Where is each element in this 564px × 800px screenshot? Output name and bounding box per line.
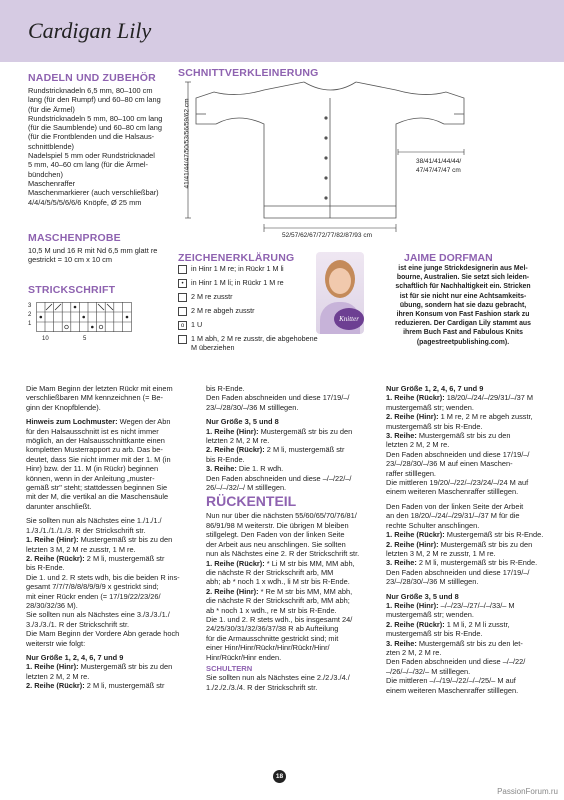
text-run: Sie sollten nun als Nächstes eine 2./2./3./4./ [206, 673, 350, 683]
text-run: Mustergemäß str bis zu den [78, 535, 173, 545]
text-line [206, 596, 374, 605]
gauge-line: gestrickt = 10 cm x 10 cm [28, 255, 112, 265]
text-line [26, 653, 196, 662]
legend-text: 2 M re zusstr [191, 292, 233, 301]
text-run: Die Mam Beginn der letzten Rückr mit einem [26, 384, 173, 393]
text-run: für den Halsausschnitt ist es nicht immer [26, 426, 159, 436]
text-run: ab * noch 1 x wdh., re M str bis R-Ende. [206, 605, 337, 615]
text-run: 1./3./1./1./1./3. R der Strickschrift str. [26, 525, 146, 535]
bold-run: Hinweis zum Lochmuster: [26, 417, 118, 427]
text-line [26, 526, 196, 535]
bold-run: 3. Reihe: [386, 558, 417, 568]
text-run: 18/20/–/24/–/29/31/–/37 M [444, 393, 534, 403]
text-line [206, 653, 374, 662]
knitter-badge: Knitter [334, 308, 364, 330]
text-run: gemäß str" steht; stattdessen beginnen Sie [26, 483, 168, 493]
chart-row-label: 1 [28, 321, 32, 327]
text-run: Den Faden abschneiden und diese 17/19/–/ [386, 567, 530, 577]
text-run: Hinr/Rückr/Hinr enden. [206, 652, 282, 662]
text-line [26, 492, 196, 501]
text-line [386, 639, 556, 648]
text-line [386, 601, 556, 610]
text-line [386, 558, 556, 567]
text-run: Die mittleren 19/20/–/22/–/23/24/–/24 M auf [386, 478, 529, 488]
text-run: Mustergemäß str bis zu den [438, 539, 533, 549]
text-line [26, 629, 196, 638]
text-run: ginn der Knopfblende). [26, 402, 101, 412]
text-line [26, 601, 196, 610]
legend-text: 1 M abh, 2 M re zusstr, die abgehobene M überziehen [191, 334, 318, 352]
text-run: für die Armausschnitte gestrickt sind; mit [206, 633, 339, 643]
text-line [26, 445, 196, 454]
gauge-line: 10,5 M und 16 R mit Nd 6,5 mm glatt re [28, 246, 158, 255]
text-run: letzten 3 M, 2 M re zusstr, 1 M re. [26, 544, 136, 554]
text-run: 3./3./3./1. R der Strickschrift str. [26, 619, 130, 629]
legend-symbol-icon [178, 307, 187, 316]
text-line [386, 686, 556, 695]
text-run: Den Faden von der linken Seite der Arbeit [386, 501, 524, 511]
designer-bio-line: reduzieren. Der Cardigan Lily stammt aus [395, 320, 531, 328]
bold-run: 1. Reihe (Hinr): [26, 535, 79, 545]
text-line [26, 384, 196, 393]
text-run: Mustergemäß str bis zu den [78, 662, 173, 672]
text-line [206, 511, 374, 520]
schematic-sleeve-label-1: 38/41/41/44/44/ [416, 158, 462, 165]
bold-run: 2. Reihe (Rückr): [386, 619, 445, 629]
designer-bio-line: ist für sie nicht nur eine Achtsamkeits- [399, 292, 527, 300]
gauge-section [28, 232, 178, 265]
text-line [386, 530, 556, 539]
text-line [206, 587, 374, 596]
text-line [386, 667, 556, 676]
text-run: nun als Nächstes eine 2. R der Strickschrift str. [206, 549, 360, 559]
text-line [26, 535, 196, 544]
text-line [206, 384, 374, 393]
text-line [26, 681, 196, 690]
designer-photo [316, 252, 364, 334]
text-line [26, 554, 196, 563]
legend-symbol-icon [178, 335, 187, 344]
text-line [386, 648, 556, 657]
text-run: Mustergemäß str bis zu den [416, 431, 511, 441]
section-heading: RÜCKENTEIL [206, 493, 297, 510]
legend-item [178, 279, 319, 288]
bold-run: 1. Reihe (Rückr): [206, 558, 265, 568]
designer-bio-line: ist eine junge Strickdesignerin aus Mel- [398, 265, 528, 272]
text-line [206, 683, 374, 692]
legend-item [178, 307, 319, 316]
text-line [386, 521, 556, 530]
designer-bio-line: schaftlich für Nachhaltigkeit ein. Stricken [395, 283, 531, 291]
text-line [206, 403, 374, 412]
materials-line: Maschenmarkierer (auch verschließbar) [28, 188, 159, 198]
bold-run: 1. Reihe (Hinr): [26, 662, 79, 672]
text-line [386, 384, 556, 393]
text-run: Die 1. und 2. R stets wdh., bis insgesamt 24/ [206, 614, 353, 624]
legend-heading: ZEICHENERKLÄRUNG [178, 252, 295, 264]
text-line [26, 662, 196, 671]
bold-run: Nur Größe 1, 2, 4, 6, 7 und 9 [26, 652, 124, 662]
text-run: Den Faden abschneiden und diese –/–/22/ [386, 657, 526, 667]
text-line [386, 403, 556, 412]
text-run: mustergemäß str bis R-Ende. [386, 629, 483, 639]
text-line [386, 450, 556, 459]
text-run: Den Faden abschneiden und diese 17/19/–/ [206, 393, 350, 403]
text-run: Hinr) bzw. der 11. M (in Rückr) beginnen [26, 464, 159, 474]
bold-run: 1. Reihe (Hinr): [206, 426, 259, 436]
materials-line: 5 mm, 40–60 cm lang (für die Ärmel- [28, 160, 148, 170]
text-run: 2 M li, mustergemäß str [84, 681, 165, 691]
chart-section [28, 284, 178, 348]
text-line [386, 540, 556, 549]
text-line [206, 559, 374, 568]
designer-bio-line: ihrem Buch Fast and Fabulous Knits [403, 329, 523, 337]
text-run: Nun nur über die nächsten 55/60/65/70/76/81/ [206, 511, 357, 521]
text-line [386, 657, 556, 666]
legend-symbol-icon: • [178, 279, 187, 288]
text-run: 1 M li, 2 M li zusstr, [444, 619, 510, 629]
text-line [206, 606, 374, 615]
text-line [26, 563, 196, 572]
bold-run: 2. Reihe (Rückr): [26, 553, 85, 563]
text-run: * Re M str bis MM, MM abh, [258, 586, 353, 596]
text-line [26, 436, 196, 445]
text-run: deutet, dass Sie nicht immer mit der 1. M (in [26, 454, 171, 464]
text-run: 86/91/98 M weiterstr. Die übrigen M bleiben [206, 520, 349, 530]
text-run: bis R-Ende. [26, 563, 65, 573]
text-run: die nächste R der Strickschrift arb, MM abh; [206, 596, 350, 606]
text-line [386, 629, 556, 638]
text-run: Die 1. und 2. R stets wdh, bis die beiden R ins- [26, 572, 180, 582]
text-line [386, 511, 556, 520]
text-line [26, 483, 196, 492]
text-run: 1./2./2./3./4. R der Strickschrift str. [206, 682, 318, 692]
bold-run: 3. Reihe: [386, 431, 417, 441]
bold-run: Nur Größe 3, 5 und 8 [206, 417, 279, 427]
text-line [26, 582, 196, 591]
chart-heading: STRICKSCHRIFT [28, 284, 116, 296]
text-run: 2 M li, mustergemäß str [264, 445, 345, 455]
text-run: 24/25/30/31/32/36/37/38 R ab Aufteilung [206, 624, 339, 634]
text-run: mustergemäß str; wenden. [386, 610, 474, 620]
text-line [26, 545, 196, 554]
legend-text: in Hinr 1 M re; in Rückr 1 M li [191, 264, 284, 273]
legend-symbol-icon [178, 293, 187, 302]
text-line [26, 592, 196, 601]
text-line [26, 502, 196, 511]
bold-run: 3. Reihe: [386, 638, 417, 648]
text-run: 23/–/28/30/–/36 M stilllegen. [386, 577, 479, 587]
designer-name: JAIME DORFMAN [404, 252, 493, 264]
text-line [206, 624, 374, 633]
text-line [206, 634, 374, 643]
text-run: die nächste R der Strickschrift arb, MM [206, 567, 334, 577]
designer-bio [364, 264, 562, 347]
legend-text: in Hinr 1 M li; in Rückr 1 M re [191, 278, 284, 287]
text-line [386, 577, 556, 586]
bold-run: 2. Reihe (Hinr): [206, 586, 259, 596]
text-run: mit einer Rückr enden (= 17/19/22/23/26/ [26, 591, 161, 601]
text-line [206, 568, 374, 577]
page-title: Cardigan Lily [28, 18, 152, 43]
text-run: –/–/23/–/27/–/–/33/– M [438, 600, 515, 610]
text-run: weiterstr wie folgt: [26, 638, 86, 648]
text-line [206, 521, 374, 530]
text-run: abh; ab * noch 1 x wdh., li M str bis R-Ende. [206, 577, 350, 587]
subsection-heading: SCHULTERN [206, 663, 253, 673]
text-run: darunter anschließt. [26, 501, 92, 511]
materials-line: Maschenraffer [28, 178, 76, 188]
text-line [26, 610, 196, 619]
text-line [206, 474, 374, 483]
text-run: letzten 2 M, 2 M re. [206, 436, 270, 446]
text-run: einem weiteren Maschenraffer stilllegen. [386, 487, 519, 497]
text-run: 28/30/32/36 M). [26, 600, 78, 610]
text-run: raffer stilllegen. [386, 468, 436, 478]
chart-col-label: 10 [42, 336, 49, 342]
text-run: 23/–/28/30/–/36 M auf einen Maschen- [386, 459, 513, 469]
bold-run: 1. Reihe (Rückr): [386, 393, 445, 403]
text-line [26, 620, 196, 629]
bold-run: 3. Reihe: [206, 464, 237, 474]
text-run: letzten 2 M, 2 M re. [26, 671, 90, 681]
gauge-heading: MASCHENPROBE [28, 232, 121, 244]
designer-bio-line: übung, sondern hat sie dazu gebracht, [399, 301, 527, 309]
text-run: mustergemäß str bis R-Ende. [386, 421, 483, 431]
text-run: letzten 2 M, 2 M re. [386, 440, 450, 450]
bold-run: 2. Reihe (Rückr): [206, 445, 265, 455]
text-line [26, 455, 196, 464]
materials-line: bündchen) [28, 169, 63, 179]
bold-run: Nur Größe 3, 5 und 8 [386, 591, 459, 601]
cardigan-schematic [176, 78, 516, 248]
text-line [206, 673, 374, 682]
bold-run: 2. Reihe (Hinr): [386, 412, 439, 422]
text-line [206, 577, 374, 586]
text-run: Sie sollten nun als Nächstes eine 3./3./3./1./ [26, 610, 170, 620]
chart-row-label: 2 [28, 312, 32, 318]
materials-line: Rundstricknadeln 6,5 mm, 80–100 cm [28, 86, 153, 95]
chart-col-label: 5 [83, 336, 87, 342]
text-run: Mustergemäß str bis zu den let- [416, 638, 523, 648]
text-line [206, 615, 374, 624]
text-line [206, 417, 374, 426]
schematic-width-label: 52/57/62/67/72/77/82/87/93 cm [282, 232, 372, 239]
text-line [386, 610, 556, 619]
materials-line: (für die Ärmel) [28, 104, 75, 114]
legend-item [178, 335, 319, 352]
materials-line: Nadelspiel 5 mm oder Rundstricknadel [28, 151, 155, 161]
text-line [386, 440, 556, 449]
materials-line: (für die Frontblenden und die Halsaus- [28, 132, 155, 142]
text-line [26, 417, 196, 426]
text-line [386, 502, 556, 511]
text-line [26, 573, 196, 582]
text-line [206, 436, 374, 445]
legend-text: 1 U [191, 320, 203, 329]
materials-section [28, 72, 176, 207]
text-run: 2 M li, mustergemäß str bis R-Ende. [416, 558, 538, 568]
designer-bio-line: ihren Konsum von Fast Fashion stark zu [396, 311, 530, 319]
stitch-chart-grid [36, 302, 132, 332]
text-line [386, 412, 556, 421]
text-line [386, 568, 556, 577]
text-line [26, 672, 196, 681]
text-line [206, 464, 374, 473]
chart-row-label: 3 [28, 303, 32, 309]
text-line [206, 455, 374, 464]
text-line [386, 549, 556, 558]
text-run: 1 M re, 2 M re abgeh zusstr, [438, 412, 533, 422]
text-run: können, wenn in der Anleitung „muster- [26, 473, 155, 483]
text-line [206, 427, 374, 436]
text-line [206, 540, 374, 549]
text-run: einem weiteren Maschenraffer stilllegen. [386, 685, 519, 695]
text-run: Die mittleren –/–/19/–/22/–/–/25/– M auf [386, 676, 516, 686]
materials-line: (für die Saumblende) und 60–80 cm lang [28, 123, 162, 133]
legend-item [178, 265, 319, 274]
site-watermark: PassionForum.ru [497, 787, 558, 796]
text-line [386, 620, 556, 629]
text-run: kompletten Musterrapport zu arb. Das be- [26, 445, 163, 455]
materials-line: Rundstricknadeln 5 mm, 80–100 cm lang [28, 113, 163, 123]
text-line [206, 445, 374, 454]
text-line [386, 469, 556, 478]
legend-symbol-icon [178, 265, 187, 274]
schematic-sleeve-label-2: 47/47/47/47 cm [416, 167, 461, 174]
text-line [26, 516, 196, 525]
text-line [386, 487, 556, 496]
materials-heading: NADELN UND ZUBEHÖR [28, 72, 156, 84]
text-run: an den 18/20/–/24/–/29/31/–/37 M für die [386, 511, 520, 521]
text-run: * Li M str bis MM, MM abh, [264, 558, 355, 568]
text-line [386, 478, 556, 487]
designer-bio-line: bourne, Australien. Sie setzt sich leiden- [396, 274, 530, 282]
text-line [26, 464, 196, 473]
bold-run: Nur Größe 1, 2, 4, 6, 7 und 9 [386, 384, 484, 393]
text-run: verschließbaren MM kennzeichnen (= Be- [26, 393, 163, 403]
legend-text: 2 M re abgeh zusstr [191, 306, 255, 315]
text-line [26, 639, 196, 648]
legend-item [178, 293, 319, 302]
text-line [206, 393, 374, 402]
text-line [386, 676, 556, 685]
text-run: Den Faden abschneiden und diese 17/19/–/ [386, 449, 530, 459]
text-run: Wegen der Abn [117, 417, 171, 427]
text-line [386, 393, 556, 402]
text-line [206, 483, 374, 492]
text-run: Mustergemäß str bis R-Ende. [444, 530, 544, 540]
text-run: bis R-Ende. [206, 454, 245, 464]
materials-line: schnittblende) [28, 141, 75, 151]
schematic-height-label: 41/41/44/47/50/53/56/59/62 cm [183, 98, 191, 189]
text-run: Die Mam Beginn der Vordere Abn gerade hoch [26, 629, 180, 639]
text-run: der Arbeit aus neu anschlingen. Sie sollten [206, 539, 346, 549]
text-line [386, 592, 556, 601]
text-run: einer Hinr/Hinr/Rückr/Hinr/Rückr/Hinr/ [206, 643, 330, 653]
text-run: bis R-Ende. [206, 384, 245, 393]
text-line [206, 530, 374, 539]
text-line [26, 427, 196, 436]
text-run: Die 1. R wdh. [236, 464, 284, 474]
text-run: möglich, an der Halsausschnittkante einen [26, 436, 165, 446]
text-run: zten 2 M, 2 M re. [386, 647, 442, 657]
bold-run: 1. Reihe (Rückr): [386, 530, 445, 540]
bold-run: 2. Reihe (Rückr): [26, 681, 85, 691]
text-line [26, 403, 196, 412]
text-line [206, 549, 374, 558]
materials-list [28, 86, 176, 207]
text-run: Sie sollten nun als Nächstes eine 1./1./1./ [26, 516, 162, 526]
text-line [206, 643, 374, 652]
designer-bio-line: (pagestreetpublishing.com). [416, 338, 510, 346]
materials-line: lang (für den Rumpf) und 60–80 cm lang [28, 95, 161, 105]
schematic-heading: SCHNITTVERKLEINERUNG [178, 67, 319, 79]
text-line [386, 431, 556, 440]
text-column-2 [206, 384, 374, 692]
gauge-text [28, 246, 178, 265]
page-number: 18 [273, 770, 286, 783]
text-line [386, 459, 556, 468]
text-run: 26/–/–/32/–/ M stilllegen. [206, 483, 287, 493]
legend-symbol-icon: o [178, 321, 187, 330]
text-run: 2 M li, mustergemäß str [84, 553, 165, 563]
bold-run: 2. Reihe (Hinr): [386, 539, 439, 549]
text-run: mustergemäß str; wenden. [386, 402, 474, 412]
text-column-1 [26, 384, 196, 691]
bold-run: 1. Reihe (Hinr): [386, 600, 439, 610]
text-column-3 [386, 384, 556, 695]
text-run: 23/–/28/30/–/36 M stilllegen. [206, 402, 299, 412]
materials-line: 4/4/4/5/5/5/6/6/6 Knöpfe, Ø 25 mm [28, 197, 142, 207]
text-line [26, 393, 196, 402]
text-run: Mustergemäß str bis zu den [258, 426, 353, 436]
text-run: –/26/–/–/32/– M stilllegen. [386, 666, 471, 676]
text-line [386, 422, 556, 431]
legend-item [178, 321, 319, 330]
text-run: mit der M, die vertikal an die Maschensäule [26, 492, 169, 502]
text-line [26, 474, 196, 483]
text-run: stillgelegt. Den Faden von der linken Seite [206, 530, 345, 540]
text-run: rechte Schulter anschlingen. [386, 520, 480, 530]
text-run: letzten 3 M, 2 M re zusstr, 1 M re. [386, 548, 496, 558]
text-run: Den Faden abschneiden und diese –/–/22/–/ [206, 473, 352, 483]
text-run: gesamt 7/7/7/8/8/8/9/9/9 x gestrickt sind; [26, 582, 159, 592]
